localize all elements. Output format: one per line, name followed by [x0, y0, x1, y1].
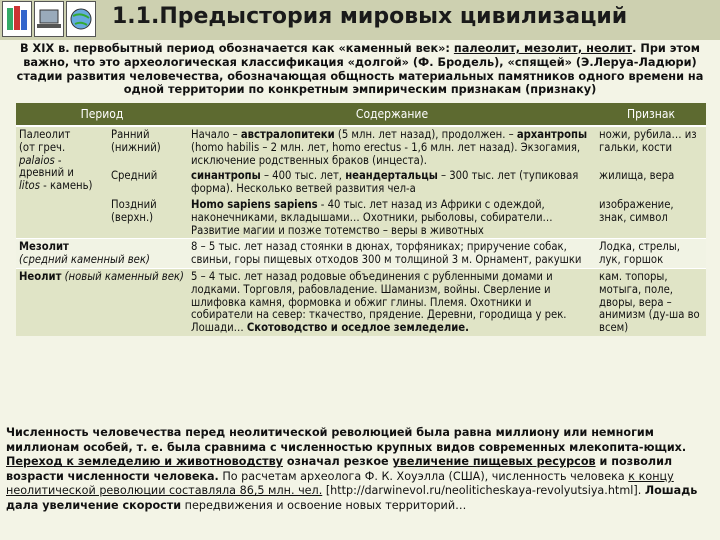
paleolith-cell: Палеолит (от греч. palaios - древний и litos - камень)	[16, 126, 108, 239]
intro-paragraph: В XIX в. первобытный период обозначается как «каменный век»: палеолит, мезолит, неолит. При этом важно, что это археологическая классификация «долгой» (Ф. Бродель), «спящей» (Э.Леруа-Ладюри) стадии развития человечества, обозначающая общность материальных памятников одного времени на одной территории по конкретным эмпирическим признакам (признаку)	[16, 42, 704, 97]
table-header-row	[16, 103, 706, 126]
sign-neolith: кам. топоры, мотыга, поле, дворы, вера – анимизм (ду-ша во всем)	[596, 268, 706, 335]
globe-icon	[66, 1, 96, 37]
page-title: 1.1.Предыстория мировых цивилизаций	[112, 4, 628, 29]
table-row	[16, 268, 706, 335]
books-icon	[2, 1, 32, 37]
sign-late: изображение, знак, символ	[596, 197, 706, 239]
header-period: Период	[16, 103, 188, 126]
stage-middle: Средний	[108, 168, 188, 197]
table-row	[16, 239, 706, 269]
sign-mesolith: Лодка, стрелы, лук, горшок	[596, 239, 706, 269]
content-mesolith: 8 – 5 тыс. лет назад стоянки в дюнах, торфяниках; приручение собак, свиньи, горы пищевых отходов 300 м толщиной 3 м. Орнамент, ракушки	[188, 239, 596, 269]
header-sign: Признак	[596, 103, 706, 126]
content-early: Начало – австралопитеки (5 млн. лет назад), продолжен. – архантропы (homo habilis – 2 млн. лет, homo erectus - 1,6 млн. лет назад). Экзогамия, исключение родственных браков (инцеста).	[188, 126, 596, 168]
table-row	[16, 197, 706, 239]
content-neolith: 5 – 4 тыс. лет назад родовые объединения с рубленными домами и лодками. Торговля, рабовладение. Шаманизм, войны. Сверление и шлифовка камня, формовка и обжиг глины. Племя. Охотники и собиратели на север: ткачество, прядение. Деревни, городища у рек. Лошади… Скотоводство и оседлое земледелие.	[188, 268, 596, 335]
content-late: Homo sapiens sapiens - 40 тыс. лет назад из Африки с одеждой, наконечниками, вкладышами… Охотники, рыболовы, собиратели… Развитие магии и позже тотемство – веры в животных	[188, 197, 596, 239]
sign-early: ножи, рубила… из гальки, кости	[596, 126, 706, 168]
laptop-icon	[34, 1, 64, 37]
header-content: Содержание	[188, 103, 596, 126]
stage-early: Ранний (нижний)	[108, 126, 188, 168]
table-row	[16, 168, 706, 197]
mesolith-cell: Мезолит (средний каменный век)	[16, 239, 188, 269]
periods-table	[16, 103, 706, 336]
table-row	[16, 126, 706, 168]
stage-late: Поздний (верхн.)	[108, 197, 188, 239]
footer-paragraph: Численность человечества перед неолитической революцией была равна миллиону или немногим миллионам особей, т. е. была сравнима с численностью крупных видов современных млекопита-ющих. Переход к земледелию и животноводству означал резкое увеличение пищевых ресурсов и позволил возрасти численности человека. По расчетам археолога Ф. К. Хоуэлла (США), численность человека к концу неолитической революции составляла 86,5 млн. чел. [http://darwinevol.ru/neoliticheskaya-revolyutsiya.html]. Лошадь дала увеличение скорости передвижения и освоение новых территорий…	[6, 426, 698, 512]
logo-group	[2, 1, 98, 39]
sign-middle: жилища, вера	[596, 168, 706, 197]
neolith-cell: Неолит (новый каменный век)	[16, 268, 188, 335]
content-middle: синантропы – 400 тыс. лет, неандертальцы – 300 тыс. лет (тупиковая форма). Несколько ветвей развития чел-а	[188, 168, 596, 197]
periods-list: палеолит, мезолит, неолит	[453, 42, 633, 55]
